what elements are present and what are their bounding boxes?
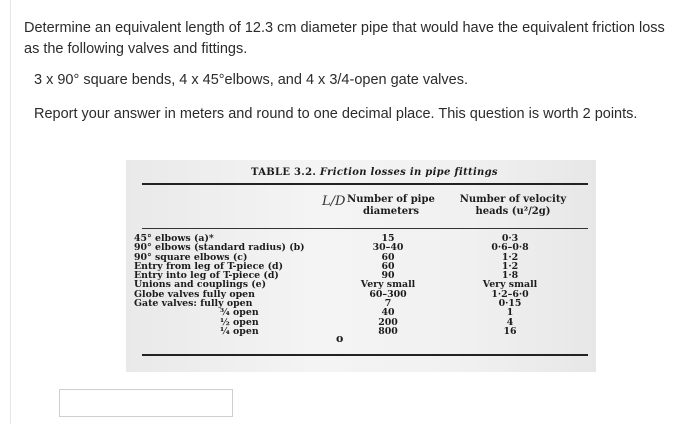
- divider: [10, 0, 11, 424]
- table-row-item: Entry from leg of T-piece (d): [134, 260, 284, 272]
- table-cell-velocity: 1·8: [501, 270, 519, 282]
- table-cell-diameters: 200: [378, 316, 398, 328]
- table-cell-diameters: 60: [381, 251, 395, 263]
- table-cell-velocity: 1·2: [501, 251, 519, 263]
- table-cell-diameters: Very small: [360, 279, 416, 291]
- table-cell-diameters: 90: [381, 270, 395, 282]
- table-cell-diameters: 15: [381, 233, 395, 244]
- table-bottom-rule: [142, 354, 588, 356]
- table-cell-velocity: 16: [503, 325, 517, 337]
- friction-loss-table-image: [126, 160, 596, 372]
- table-row-item: 90° square elbows (c): [134, 251, 248, 263]
- table-cell-velocity: 1·2–6·0: [491, 288, 529, 300]
- table-cell-velocity: Very small: [482, 279, 538, 291]
- table-cell-diameters: 40: [381, 307, 395, 319]
- table-row-item: 45° elbows (a)*: [134, 233, 214, 244]
- table-row-item: Entry into leg of T-piece (d): [134, 270, 279, 282]
- table-row-item: ½ open: [220, 316, 259, 328]
- table-caption-number: TABLE 3.2.: [251, 167, 317, 178]
- table-caption-title: Friction losses in pipe fittings: [319, 167, 498, 178]
- velocity-heads-column: [460, 234, 560, 336]
- pipe-diameters-column: [348, 234, 428, 336]
- table-row-item: ¼ open: [220, 325, 259, 337]
- handwritten-note: L/D: [322, 194, 346, 209]
- table-cell-velocity: 1: [506, 307, 514, 319]
- table-cell-diameters: 30–40: [372, 242, 404, 254]
- table-cell-diameters: 60–300: [369, 288, 407, 300]
- table-cell-velocity: 0·6–0·8: [491, 242, 529, 254]
- table-row-item: 90° elbows (standard radius) (b): [134, 242, 305, 254]
- table-row-item: Unions and couplings (e): [134, 279, 267, 291]
- fitting-column: [134, 234, 334, 336]
- table-cell-diameters: 7: [384, 298, 392, 310]
- table-cell-velocity: 4: [506, 316, 514, 328]
- table-cell-velocity: 1·2: [501, 260, 519, 272]
- answer-input[interactable]: [59, 389, 233, 417]
- table-cell-velocity: 0·15: [498, 298, 522, 310]
- table-row-item: Globe valves fully open: [134, 288, 255, 300]
- question-line-3: Report your answer in meters and round to one decimal place. This question is worth 2 points.: [34, 106, 638, 122]
- question-line-1: Determine an equivalent length of 12.3 cm diameter pipe that would have the equivalent friction loss as the following valves and fittings.: [24, 20, 665, 57]
- table-cell-diameters: 800: [378, 325, 398, 337]
- header-velocity-heads: Number of velocity heads (u²/2g): [459, 194, 567, 217]
- header-pipe-diameters: Number of pipe diameters: [347, 194, 435, 217]
- table-cell-diameters: 60: [381, 260, 395, 272]
- table-cell-velocity: 0·3: [501, 233, 519, 244]
- table-caption: [251, 167, 498, 178]
- question-line-2: 3 x 90° square bends, 4 x 45°elbows, and 4 x 3/4-open gate valves.: [34, 72, 468, 88]
- table-row-item: Gate valves: fully open: [134, 298, 253, 310]
- table-header-rule: [142, 228, 588, 229]
- table-top-rule: [142, 183, 588, 185]
- table-row-item: ¾ open: [220, 307, 259, 319]
- handwritten-mark: o: [336, 332, 344, 345]
